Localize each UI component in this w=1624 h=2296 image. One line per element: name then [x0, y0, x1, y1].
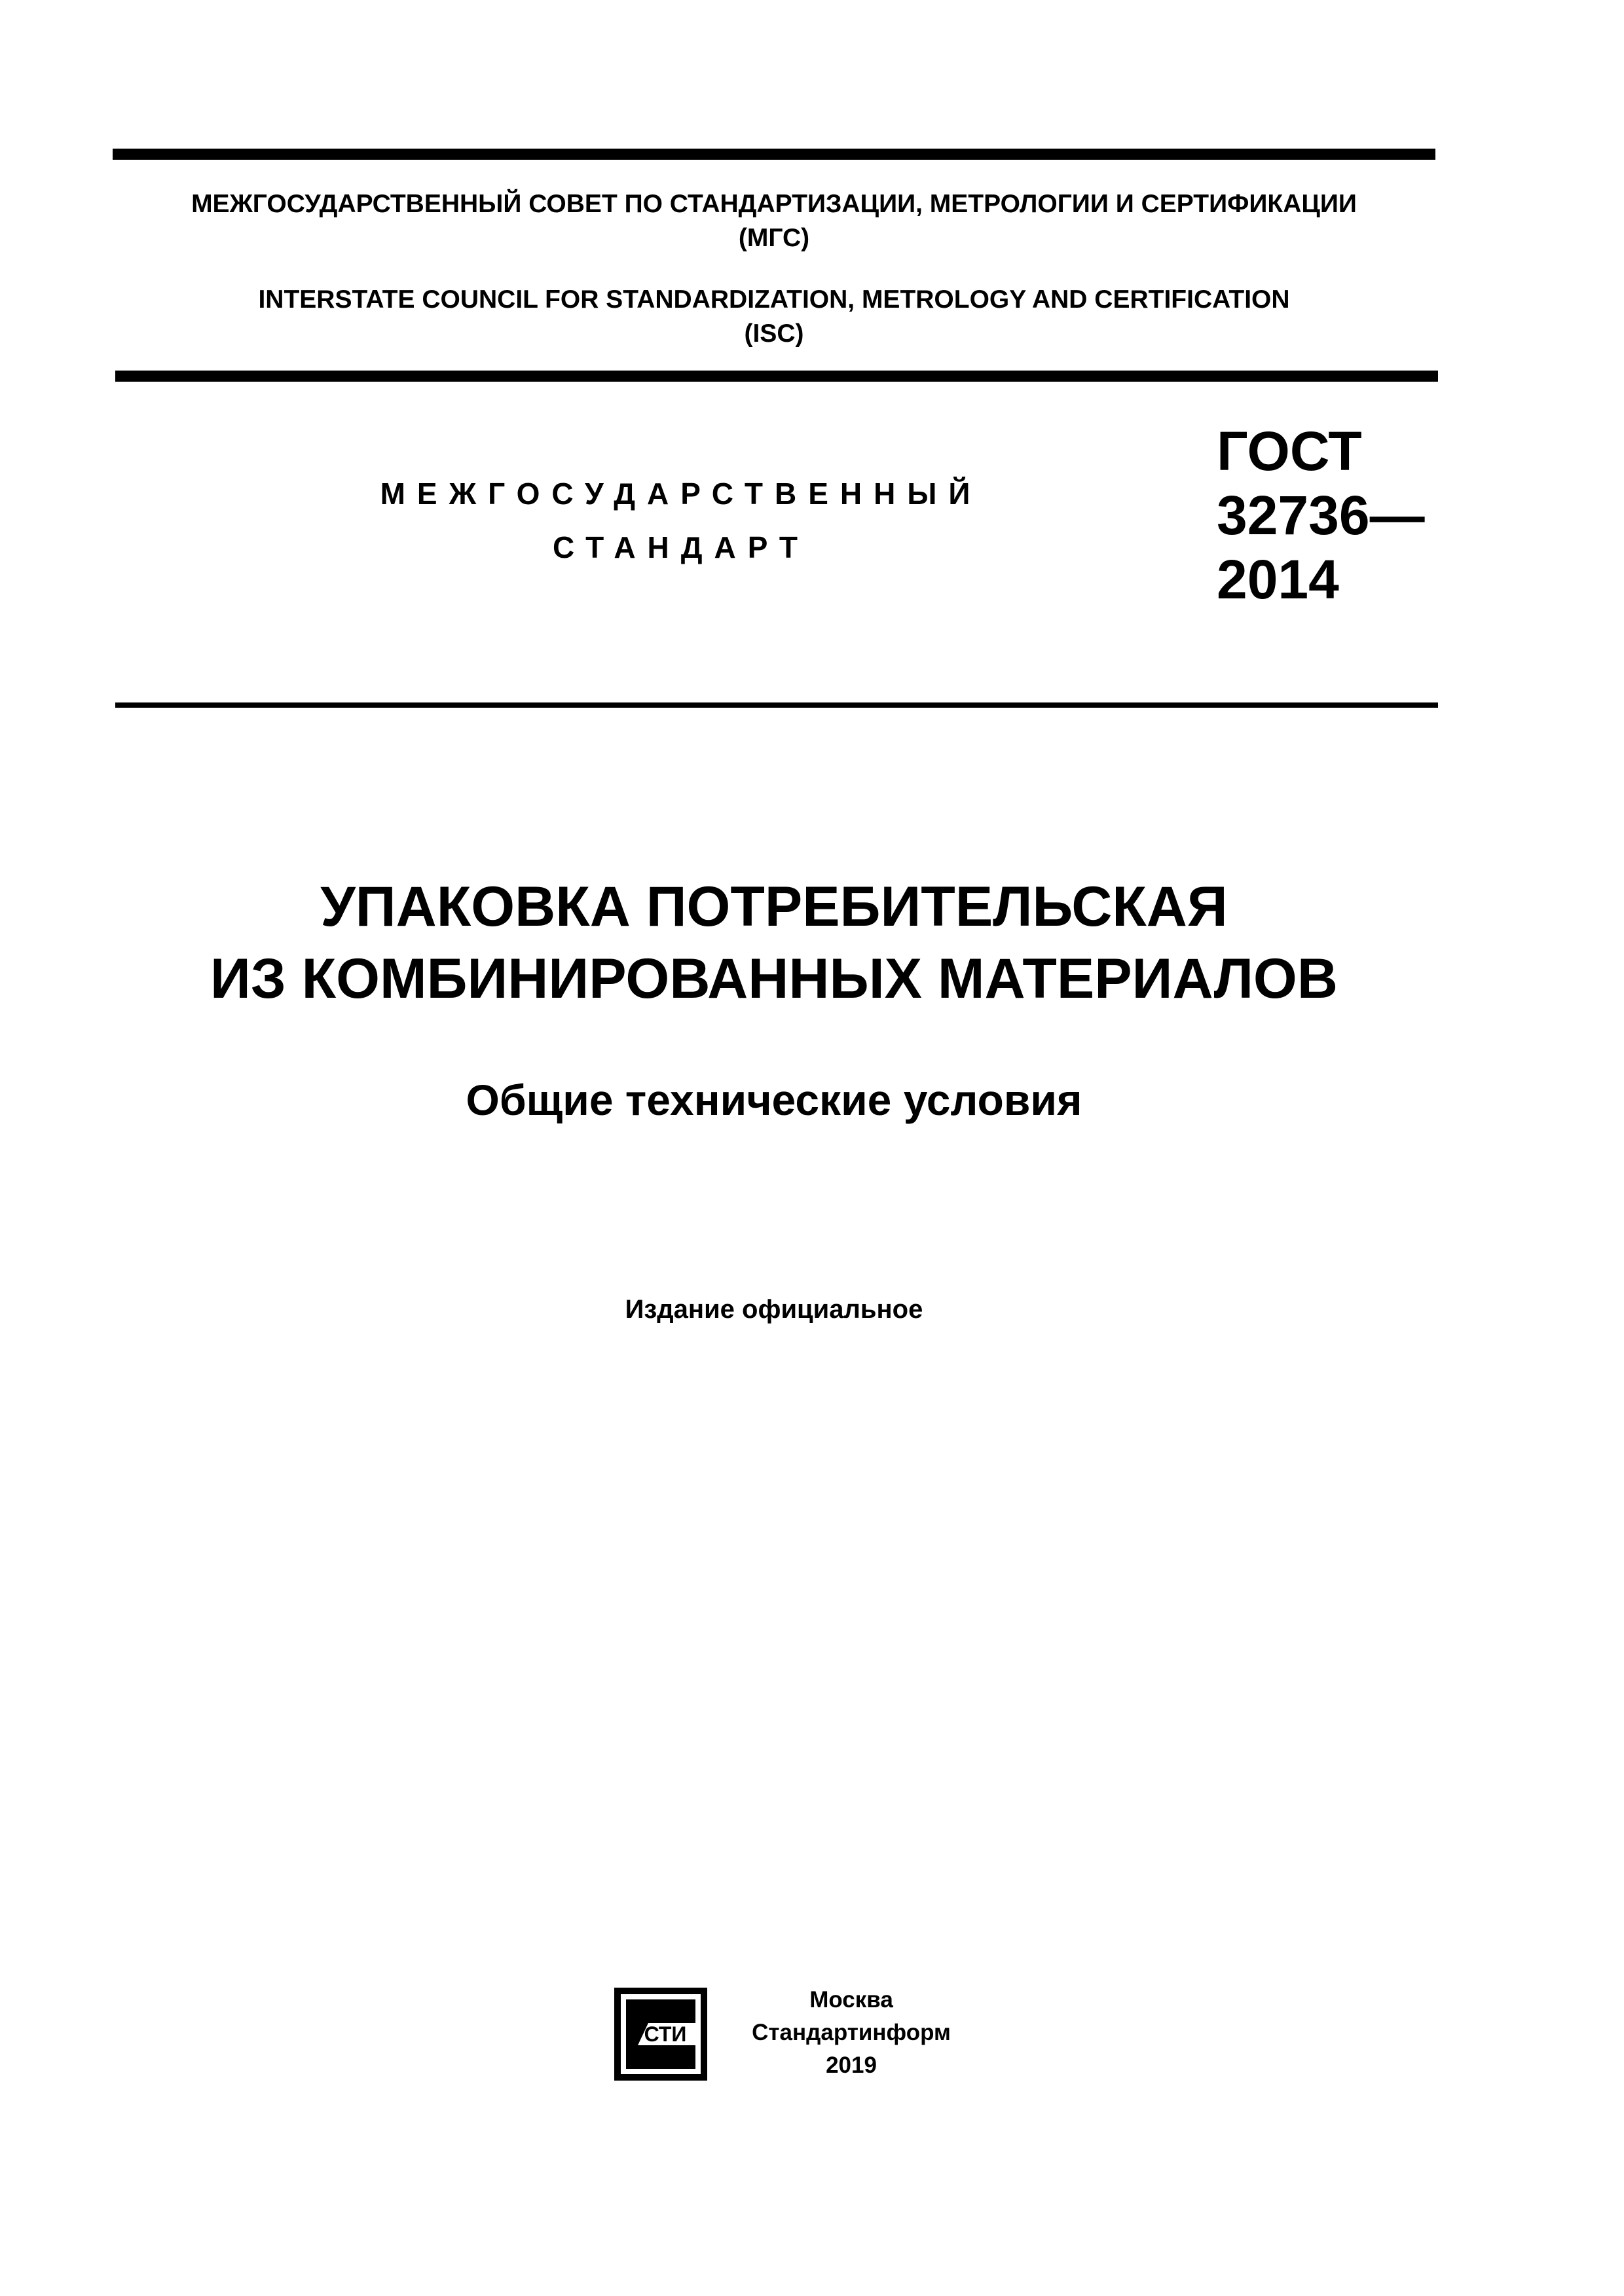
- document-subtitle: Общие технические условия: [466, 1076, 1082, 1124]
- standartinform-logo-icon: [614, 1988, 707, 2081]
- document-title: [113, 871, 1435, 1015]
- standard-label: [255, 467, 1107, 574]
- middle-rule: [115, 371, 1438, 382]
- council-name-en: [113, 283, 1435, 351]
- title-line1: УПАКОВКА ПОТРЕБИТЕЛЬСКАЯ: [320, 875, 1228, 938]
- publisher-info: [707, 1984, 995, 2082]
- council-en-line2: (ISC): [744, 319, 804, 348]
- logo-text: СТИ: [644, 2022, 687, 2046]
- top-rule: [113, 149, 1435, 160]
- gost-number: [1217, 419, 1425, 611]
- publisher-year: 2019: [826, 2052, 877, 2078]
- publisher-city: Москва: [809, 1987, 893, 2013]
- council-name-ru: [113, 187, 1435, 255]
- standard-label-line2: СТАНДАРТ: [553, 530, 809, 564]
- edition-note: Издание официальное: [625, 1295, 923, 1324]
- title-line2: ИЗ КОМБИНИРОВАННЫХ МАТЕРИАЛОВ: [210, 947, 1338, 1010]
- gost-line1: ГОСТ: [1217, 420, 1362, 482]
- lower-rule: [115, 702, 1438, 708]
- standard-label-line1: МЕЖГОСУДАРСТВЕННЫЙ: [380, 477, 982, 511]
- gost-line3: 2014: [1217, 549, 1339, 610]
- publisher-name: Стандартинформ: [752, 2020, 951, 2045]
- council-ru-line1: МЕЖГОСУДАРСТВЕННЫЙ СОВЕТ ПО СТАНДАРТИЗАЦИИ, МЕТРОЛОГИИ И СЕРТИФИКАЦИИ: [191, 190, 1357, 218]
- council-ru-line2: (МГС): [738, 224, 810, 252]
- gost-line2: 32736—: [1217, 484, 1425, 546]
- council-en-line1: INTERSTATE COUNCIL FOR STANDARDIZATION, METROLOGY AND CERTIFICATION: [258, 285, 1290, 314]
